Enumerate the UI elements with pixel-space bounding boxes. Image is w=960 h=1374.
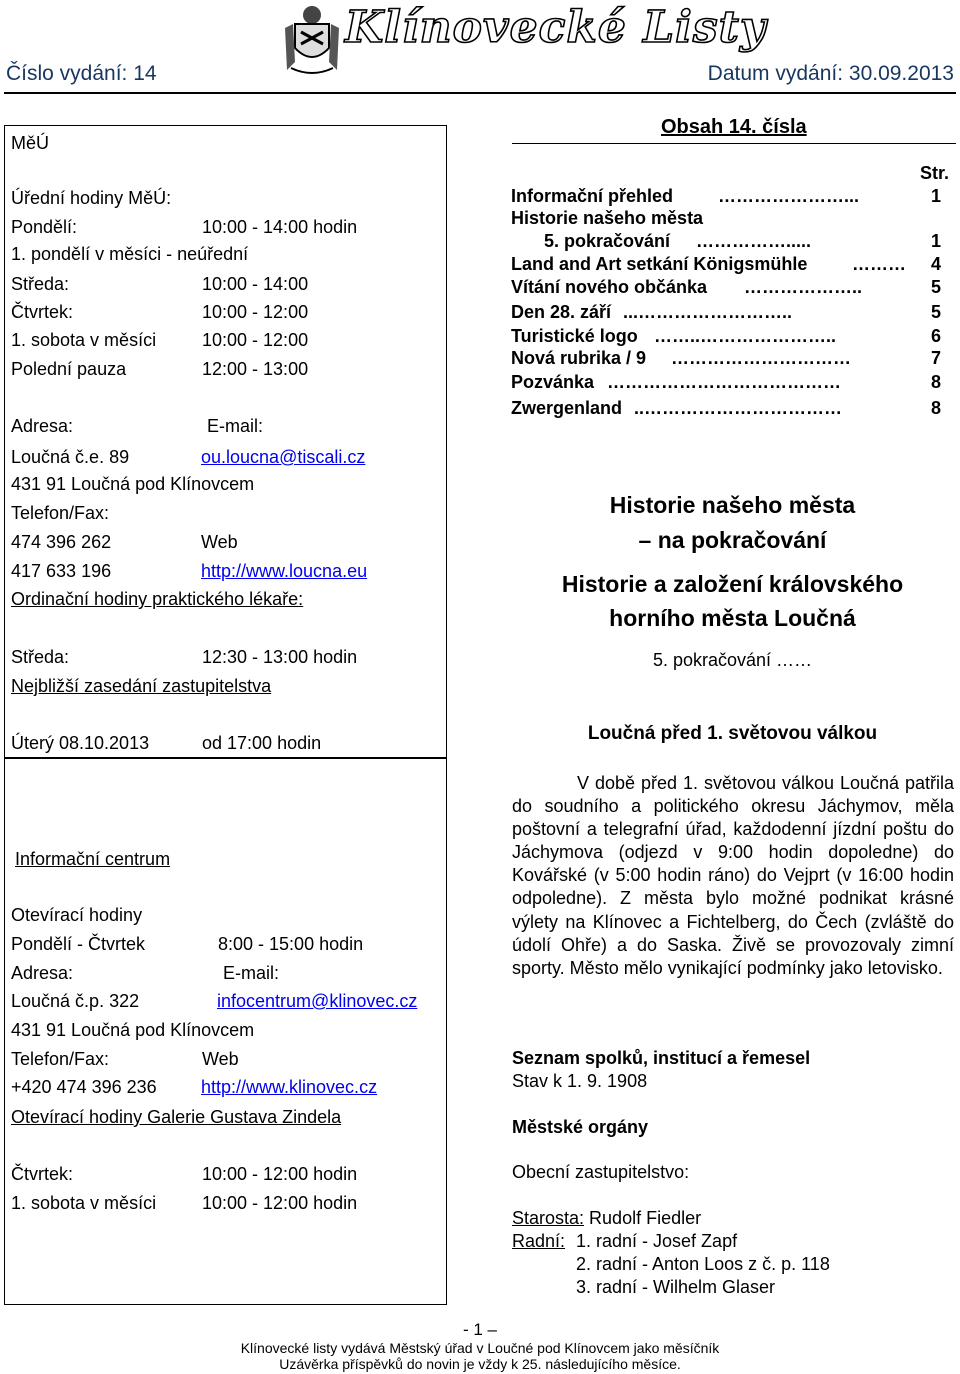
toc-item-dots: …………………... — [718, 186, 860, 206]
toc-item[interactable] — [511, 326, 941, 348]
header-rule — [4, 92, 956, 94]
mayor-row — [512, 1208, 701, 1229]
info-street: Loučná č.p. 322 — [11, 991, 140, 1011]
continuation-note: 5. pokračování …… — [652, 650, 813, 670]
toc-item[interactable] — [511, 208, 941, 230]
issue-date: Datum vydání: 30.09.2013 — [707, 62, 954, 85]
toc-item-dots: ……………..... — [696, 231, 812, 251]
mayor-label: Starosta: — [512, 1208, 585, 1228]
phone-number: 474 396 262 — [11, 532, 112, 552]
gallery-day: 1. sobota v měsíci — [11, 1193, 157, 1213]
council-label: Obecní zastupitelstvo: — [512, 1162, 690, 1182]
doctor-hours-title: Ordinační hodiny praktického lékaře: — [11, 589, 304, 609]
hours-time: 10:00 - 12:00 — [202, 302, 309, 322]
email-label: E-mail: — [207, 416, 264, 436]
email-link[interactable]: ou.loucna@tiscali.cz — [201, 447, 366, 467]
footer-deadline: Uzávěrka příspěvků do novin je vždy k 25. následujícího měsíce. — [279, 1356, 681, 1372]
council-time: od 17:00 hodin — [202, 733, 322, 753]
info-hours-title: Otevírací hodiny — [11, 905, 143, 925]
gallery-time: 10:00 - 12:00 hodin — [202, 1164, 358, 1184]
toc-item[interactable] — [511, 231, 941, 253]
hours-day: 1. sobota v měsíci — [11, 330, 157, 350]
toc-item-label: Turistické logo — [511, 326, 638, 346]
toc-item[interactable] — [511, 302, 941, 324]
street-address: Loučná č.e. 89 — [11, 447, 130, 467]
alderman: 2. radní - Anton Loos z č. p. 118 — [576, 1254, 830, 1274]
history-title-continued: – na pokračování — [638, 527, 827, 553]
toc-item-label: Vítání nového občánka — [511, 277, 708, 297]
toc-item-label: Land and Art setkání Königsmühle — [511, 254, 808, 274]
hours-time: 10:00 - 14:00 hodin — [202, 217, 358, 237]
gallery-hours-title: Otevírací hodiny Galerie Gustava Zindela — [11, 1107, 342, 1127]
hours-day: Čtvrtek: — [11, 302, 74, 322]
toc-item[interactable] — [511, 277, 941, 299]
history-subtitle-continued: horního města Loučná — [609, 605, 856, 631]
toc-item-dots: ……… — [852, 254, 906, 274]
council-title: Nejbližší zasedání zastupitelstva — [11, 676, 272, 696]
town-crest-icon — [283, 4, 341, 76]
info-web-label: Web — [202, 1049, 239, 1069]
alderman: 1. radní - Josef Zapf — [576, 1231, 738, 1251]
history-subtitle: Historie a založení královského — [561, 571, 904, 597]
toc-item[interactable] — [511, 372, 941, 394]
organs-title: Městské orgány — [512, 1117, 649, 1137]
history-paragraph: V době před 1. světovou válkou Loučná patřila do soudního a politického okresu Jáchymov, měla poštovní a telegrafní úřad, každodenní jízdní poštu do Jáchymova (odjezd v 9:00 hodin dopoledne) do Kovářské (v 5:00 hodin ráno) do Vejprt (v 16:00 hodin odpoledne). Z města bylo možné podnikat krásné výlety na Klínovec a Fichtelberg, do Čech (zvláště do údolí Ohře) a do Saska. Živě se provozovaly zimní sporty. Město mělo vynikající podmínky jako letovisko. — [512, 773, 954, 978]
office-hours-title: Úřední hodiny MěÚ: — [11, 188, 172, 208]
info-city: 431 91 Loučná pod Klínovcem — [11, 1020, 255, 1040]
toc-item[interactable] — [511, 186, 941, 208]
mayor-name: Rudolf Fiedler — [584, 1208, 702, 1228]
toc-item-page: 8 — [930, 372, 941, 392]
toc-rule — [512, 143, 956, 144]
toc-title: Obsah 14. čísla — [661, 116, 807, 138]
address-label: Adresa: — [11, 416, 74, 436]
toc-item-label: Informační přehled — [511, 186, 674, 206]
info-days: Pondělí - Čtvrtek — [11, 934, 146, 954]
toc-item-label: 5. pokračování — [544, 231, 671, 251]
phone-label: Telefon/Fax: — [11, 503, 110, 523]
gallery-time: 10:00 - 12:00 hodin — [202, 1193, 358, 1213]
fax-number: 417 633 196 — [11, 561, 112, 581]
toc-item-page: 1 — [930, 231, 941, 251]
hours-day: Polední pauza — [11, 359, 127, 379]
alderman: 3. radní - Wilhelm Glaser — [576, 1277, 776, 1297]
toc-item-page: 8 — [930, 398, 941, 418]
hours-day: 1. pondělí v měsíci - neúřední — [11, 244, 249, 264]
toc-item-page: 5 — [930, 277, 941, 297]
toc-item-page: 4 — [930, 254, 941, 274]
toc-item-dots: ...…………………….. — [623, 302, 793, 322]
toc-item-label: Pozvánka — [511, 372, 595, 392]
issue-number: Číslo vydání: 14 — [6, 62, 157, 85]
toc-item-label: Nová rubrika / 9 — [511, 348, 647, 368]
toc-item-dots: ..…………………………… — [634, 398, 843, 418]
toc-item-page: 7 — [930, 348, 941, 368]
toc-item-label: Den 28. září — [511, 302, 612, 322]
footer-publisher: Klínovecké listy vydává Městský úřad v Loučné pod Klínovcem jako měsíčník — [240, 1340, 720, 1356]
web-label: Web — [201, 532, 238, 552]
toc-item-dots: ……..………………….. — [654, 326, 837, 346]
toc-item-page: 1 — [930, 186, 941, 206]
info-address-label: Adresa: — [11, 963, 74, 983]
hours-time: 12:00 - 13:00 — [202, 359, 309, 379]
toc-item-dots: ………………………… — [671, 348, 851, 368]
toc-item-dots: ………………………………… — [607, 372, 841, 392]
info-time: 8:00 - 15:00 hodin — [218, 934, 364, 954]
toc-item-label: Zwergenland — [511, 398, 623, 418]
toc-item[interactable] — [511, 398, 941, 420]
history-title: Historie našeho města — [609, 492, 856, 518]
toc-page-header: Str. — [919, 163, 949, 183]
gallery-day: Čtvrtek: — [11, 1164, 74, 1184]
hours-day: Pondělí: — [11, 217, 78, 237]
hours-time: 10:00 - 14:00 — [202, 274, 309, 294]
info-centre-heading: Informační centrum — [15, 849, 171, 869]
doctor-day: Středa: — [11, 647, 70, 667]
web-link[interactable]: http://www.loucna.eu — [201, 561, 368, 581]
meu-heading: MěÚ — [11, 133, 50, 153]
info-email-link[interactable]: infocentrum@klinovec.cz — [217, 991, 418, 1011]
page-number: - 1 – — [462, 1320, 498, 1339]
doctor-time: 12:30 - 13:00 hodin — [202, 647, 358, 667]
toc-item[interactable] — [511, 348, 941, 370]
list-title: Seznam spolků, institucí a řemesel — [512, 1048, 811, 1068]
toc-item-page: 6 — [930, 326, 941, 346]
aldermen-label: Radní: — [512, 1231, 566, 1251]
hours-day: Středa: — [11, 274, 70, 294]
council-date: Úterý 08.10.2013 — [11, 733, 150, 753]
section-heading: Loučná před 1. světovou válkou — [587, 723, 878, 744]
toc-item-page: 5 — [930, 302, 941, 322]
city-address: 431 91 Loučná pod Klínovcem — [11, 474, 255, 494]
info-phone: +420 474 396 236 — [11, 1077, 157, 1097]
toc-item-dots: ……………….. — [744, 277, 863, 297]
toc-item[interactable] — [511, 254, 941, 276]
info-email-label: E-mail: — [223, 963, 280, 983]
hours-time: 10:00 - 12:00 — [202, 330, 309, 350]
masthead-title: Klínovecké Listy — [345, 2, 767, 53]
info-phone-label: Telefon/Fax: — [11, 1049, 110, 1069]
toc-item-label: Historie našeho města — [511, 208, 704, 228]
list-date: Stav k 1. 9. 1908 — [512, 1071, 648, 1091]
info-web-link[interactable]: http://www.klinovec.cz — [201, 1077, 378, 1097]
